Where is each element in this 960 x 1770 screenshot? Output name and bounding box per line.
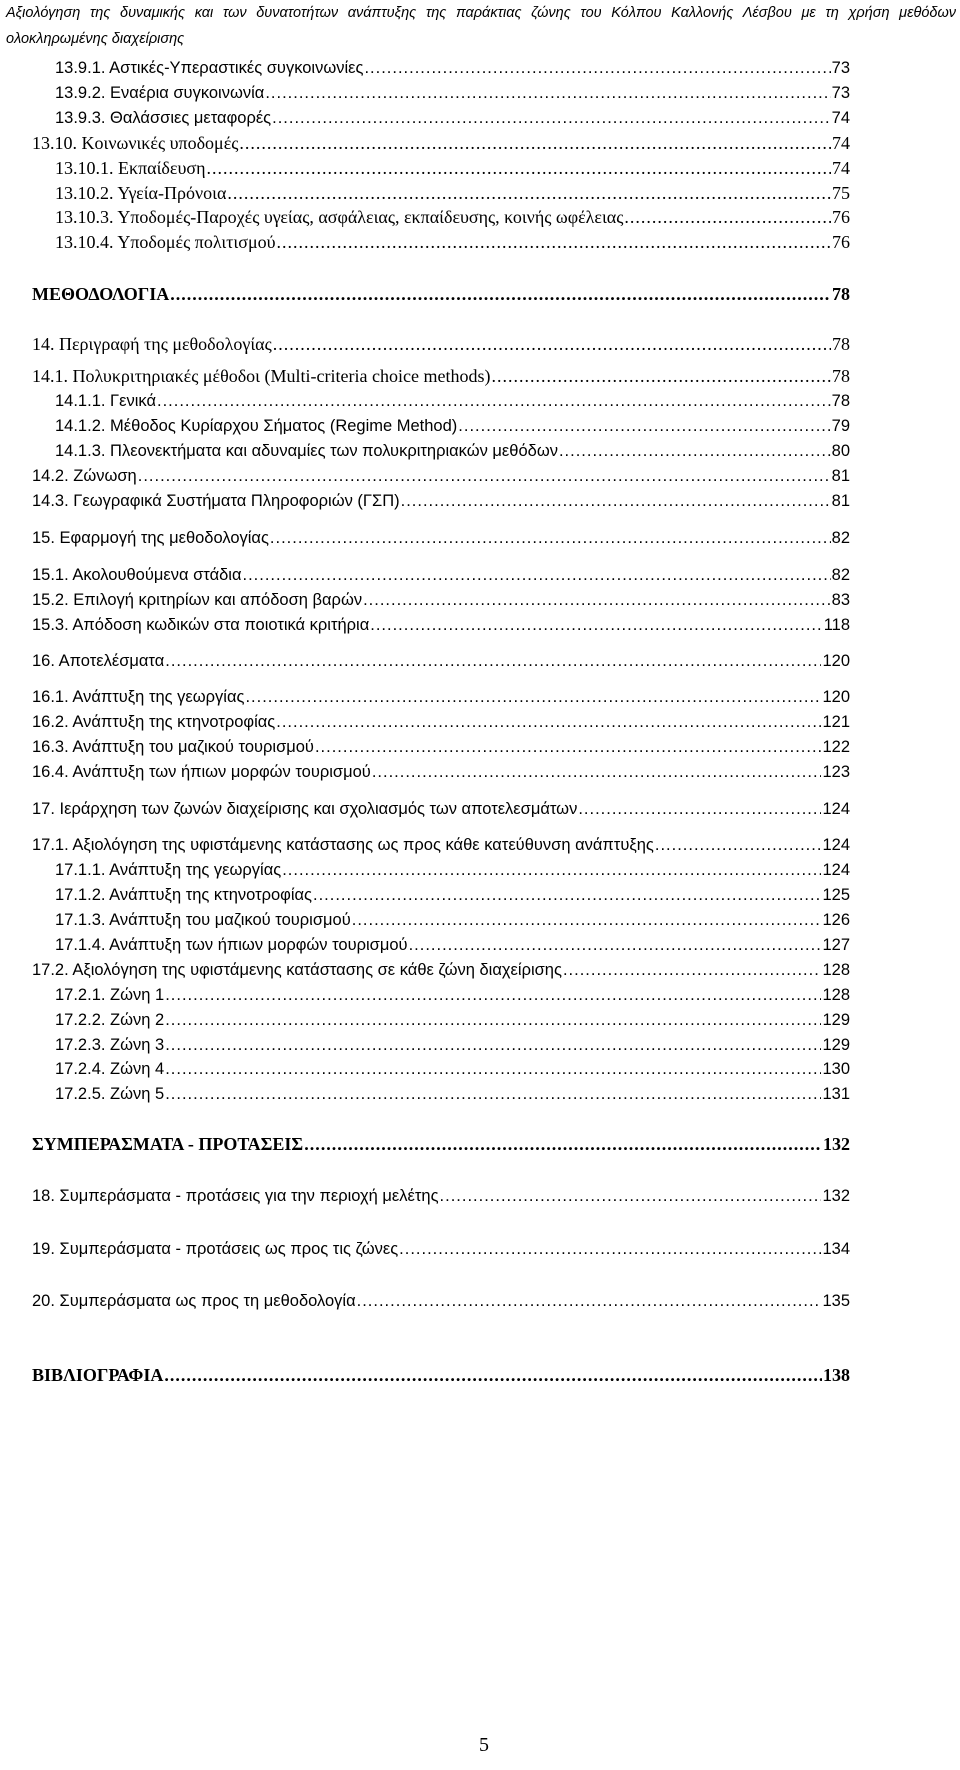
toc-entry[interactable]	[55, 884, 850, 906]
toc-entry[interactable]	[32, 564, 850, 586]
dot-leader	[138, 465, 831, 487]
toc-entry-title: 18. Συμπεράσματα - προτάσεις για την περιοχή μελέτης	[32, 1187, 439, 1205]
toc-entry[interactable]	[32, 834, 850, 856]
toc-entry[interactable]	[32, 614, 850, 636]
toc-entry[interactable]	[32, 527, 850, 549]
dot-leader	[370, 614, 822, 636]
toc-entry-page: 123	[822, 763, 850, 781]
toc-entry-title: 13.9.2. Εναέρια συγκοινωνία	[55, 84, 265, 102]
toc-entry[interactable]	[32, 1185, 850, 1207]
toc-entry-page: 124	[822, 800, 850, 818]
toc-entry-page: 125	[822, 886, 850, 904]
dot-leader	[282, 859, 821, 881]
running-header-text: Αξιολόγηση της δυναμικής και των δυνατοτήτων ανάπτυξης της παράκτιας ζώνης του Κόλπου Καλλονής Λέσβου με τη χρήση μεθόδων ολοκληρωμένης διαχείρισης	[6, 5, 956, 47]
toc-entry[interactable]	[55, 231, 850, 253]
toc-entry-page: 73	[831, 59, 850, 77]
toc-entry-title: 19. Συμπεράσματα - προτάσεις ως προς τις ζώνες	[32, 1240, 399, 1258]
dot-leader	[164, 1364, 822, 1386]
toc-entry[interactable]	[55, 859, 850, 881]
toc-entry-title: 17.1.4. Ανάπτυξη των ήπιων μορφών τουρισμού	[55, 936, 408, 954]
toc-entry-page: 120	[822, 652, 850, 670]
toc-entry-title: 13.10.3. Υποδομές-Παροχές υγείας, ασφάλειας, εκπαίδευσης, κοινής ωφέλειας	[55, 207, 624, 227]
toc-entry[interactable]	[32, 1364, 850, 1386]
dot-leader	[157, 390, 831, 412]
toc-entry[interactable]	[55, 440, 850, 462]
toc-entry[interactable]	[55, 1083, 850, 1105]
toc-entry[interactable]	[32, 132, 850, 154]
toc-entry[interactable]	[55, 82, 850, 104]
toc-entry-page: 76	[832, 207, 850, 227]
toc-entry[interactable]	[32, 686, 850, 708]
toc-entry[interactable]	[32, 736, 850, 758]
dot-leader	[165, 984, 821, 1006]
toc-entry-page: 73	[831, 84, 850, 102]
dot-leader	[276, 711, 821, 733]
toc-entry[interactable]	[55, 1009, 850, 1031]
toc-entry-title: 17.2.2. Ζώνη 2	[55, 1011, 165, 1029]
toc-entry[interactable]	[55, 206, 850, 228]
toc-entry-title: 17.2.5. Ζώνη 5	[55, 1085, 165, 1103]
toc-entry-title: 17.2.1. Ζώνη 1	[55, 986, 165, 1004]
dot-leader	[265, 82, 830, 104]
toc-entry[interactable]	[32, 490, 850, 512]
toc-entry-title: 16.1. Ανάπτυξη της γεωργίας	[32, 688, 245, 706]
dot-leader	[440, 1185, 822, 1207]
toc-entry-title: 14.1. Πολυκριτηριακές μέθοδοι (Multi-criteria choice methods)	[32, 366, 491, 386]
toc-entry-page: 121	[822, 713, 850, 731]
toc-entry[interactable]	[32, 333, 850, 355]
dot-leader	[364, 57, 830, 79]
toc-entry[interactable]	[55, 909, 850, 931]
toc-entry[interactable]	[32, 1133, 850, 1155]
dot-leader	[165, 1034, 821, 1056]
toc-entry-page: 128	[822, 986, 850, 1004]
toc-entry-title: 14. Περιγραφή της μεθοδολογίας	[32, 334, 272, 354]
dot-leader	[304, 1133, 822, 1155]
toc-entry-page: 126	[822, 911, 850, 929]
toc-entry-page: 132	[823, 1134, 850, 1154]
dot-leader	[245, 686, 821, 708]
toc-entry-page: 76	[832, 232, 850, 252]
dot-leader	[315, 736, 822, 758]
dot-leader	[239, 132, 831, 154]
toc-entry[interactable]	[32, 283, 850, 305]
dot-leader	[270, 527, 831, 549]
toc-entry-title: 15.2. Επιλογή κριτηρίων και απόδοση βαρών	[32, 591, 363, 609]
dot-leader	[313, 884, 821, 906]
toc-entry-title: 17.1. Αξιολόγηση της υφιστάμενης κατάστασης ως προς κάθε κατεύθυνση ανάπτυξης	[32, 836, 654, 854]
toc-entry-page: 80	[831, 442, 850, 460]
toc-entry[interactable]	[55, 1058, 850, 1080]
toc-entry-page: 127	[822, 936, 850, 954]
dot-leader	[277, 231, 831, 253]
dot-leader	[458, 415, 830, 437]
dot-leader	[165, 1009, 821, 1031]
toc-entry-title: 17. Ιεράρχηση των ζωνών διαχείρισης και σχολιασμός των αποτελεσμάτων	[32, 800, 578, 818]
toc-entry-page: 131	[822, 1085, 850, 1103]
toc-entry[interactable]	[55, 934, 850, 956]
toc-entry-page: 128	[822, 961, 850, 979]
dot-leader	[563, 959, 822, 981]
toc-entry-title: 14.1.3. Πλεονεκτήματα και αδυναμίες των πολυκριτηριακών μεθόδων	[55, 442, 558, 460]
toc-entry-page: 134	[822, 1240, 850, 1258]
toc-entry-page: 124	[822, 861, 850, 879]
toc-entry-title: 17.1.2. Ανάπτυξη της κτηνοτροφίας	[55, 886, 313, 904]
toc-entry-page: 78	[832, 334, 850, 354]
toc-entry-page: 83	[831, 591, 850, 609]
toc-entry-title: 16.4. Ανάπτυξη των ήπιων μορφών τουρισμού	[32, 763, 371, 781]
toc-entry-title: 13.10.4. Υποδομές πολιτισμού	[55, 232, 276, 252]
dot-leader	[207, 157, 832, 179]
dot-leader	[165, 1083, 821, 1105]
toc-entry[interactable]	[32, 465, 850, 487]
toc-entry-page: 82	[831, 529, 850, 547]
dot-leader	[363, 589, 831, 611]
dot-leader	[227, 182, 831, 204]
dot-leader	[578, 798, 821, 820]
toc-entry-title: 15.3. Απόδοση κωδικών στα ποιοτικά κριτήρια	[32, 616, 370, 634]
toc-entry-title: 14.2. Ζώνωση	[32, 467, 137, 485]
toc-entry[interactable]	[32, 1290, 850, 1312]
toc-entry-page: 81	[831, 467, 850, 485]
toc-entry[interactable]	[55, 157, 850, 179]
toc-entry-title: 13.9.3. Θαλάσσιες μεταφορές	[55, 109, 272, 127]
dot-leader	[273, 333, 831, 355]
dot-leader	[170, 283, 831, 305]
toc-entry[interactable]	[32, 711, 850, 733]
toc-entry[interactable]	[55, 390, 850, 412]
toc-entry-page: 79	[831, 417, 850, 435]
toc-entry[interactable]	[55, 107, 850, 129]
dot-leader	[401, 490, 831, 512]
toc-entry[interactable]	[55, 1034, 850, 1056]
toc-entry-title: 17.2.4. Ζώνη 4	[55, 1060, 165, 1078]
toc-entry-page: 129	[822, 1011, 850, 1029]
toc-entry-title: 13.10.1. Εκπαίδευση	[55, 158, 206, 178]
toc-entry[interactable]	[32, 589, 850, 611]
toc-entry-title: ΣΥΜΠΕΡΑΣΜΑΤΑ - ΠΡΟΤΑΣΕΙΣ	[32, 1134, 304, 1154]
dot-leader	[165, 650, 821, 672]
toc-entry[interactable]	[32, 1238, 850, 1260]
dot-leader	[624, 206, 831, 228]
toc-entry-page: 120	[822, 688, 850, 706]
dot-leader	[272, 107, 831, 129]
toc-entry-page: 138	[823, 1365, 850, 1385]
toc-entry-title: 15.1. Ακολουθούμενα στάδια	[32, 566, 242, 584]
toc-entry[interactable]	[32, 959, 850, 981]
dot-leader	[372, 761, 822, 783]
toc-entry[interactable]	[32, 650, 850, 672]
toc-entry-title: 16.3. Ανάπτυξη του μαζικού τουρισμού	[32, 738, 314, 756]
toc-entry-title: 14.1.1. Γενικά	[55, 392, 156, 410]
toc-entry-page: 78	[831, 392, 850, 410]
dot-leader	[352, 909, 822, 931]
toc-entry-title: 20. Συμπεράσματα ως προς τη μεθοδολογία	[32, 1292, 356, 1310]
toc-entry-page: 82	[831, 566, 850, 584]
toc-entry-page: 74	[832, 158, 850, 178]
dot-leader	[559, 440, 831, 462]
toc-entry-title: 17.2.3. Ζώνη 3	[55, 1036, 165, 1054]
toc-entry-page: 122	[822, 738, 850, 756]
toc-entry-title: 17.1.1. Ανάπτυξη της γεωργίας	[55, 861, 282, 879]
toc-entry-page: 74	[832, 133, 850, 153]
toc-entry-title: 15. Εφαρμογή της μεθοδολογίας	[32, 529, 269, 547]
toc-entry-title: 17.1.3. Ανάπτυξη του μαζικού τουρισμού	[55, 911, 351, 929]
dot-leader	[409, 934, 822, 956]
toc-entry[interactable]	[55, 182, 850, 204]
toc-entry-title: 16.2. Ανάπτυξη της κτηνοτροφίας	[32, 713, 276, 731]
toc-entry[interactable]	[32, 365, 850, 387]
toc-entry-title: 13.10.2. Υγεία-Πρόνοια	[55, 183, 227, 203]
toc-entry-page: 130	[822, 1060, 850, 1078]
dot-leader	[165, 1058, 821, 1080]
toc-entry-page: 81	[831, 492, 850, 510]
toc-entry-title: 14.3. Γεωγραφικά Συστήματα Πληροφοριών (ΓΣΠ)	[32, 492, 400, 510]
toc-entry-page: 124	[822, 836, 850, 854]
dot-leader	[655, 834, 822, 856]
toc-entry-page: 135	[822, 1292, 850, 1310]
toc-entry-title: ΜΕΘΟΔΟΛΟΓΙΑ	[32, 284, 170, 304]
toc-entry-title: 17.2. Αξιολόγηση της υφιστάμενης κατάστασης σε κάθε ζώνη διαχείρισης	[32, 961, 562, 979]
toc-entry-title: 13.9.1. Αστικές-Υπεραστικές συγκοινωνίες	[55, 59, 364, 77]
toc-entry[interactable]	[55, 984, 850, 1006]
toc-entry-page: 118	[823, 616, 850, 634]
toc-entry[interactable]	[55, 57, 850, 79]
page-number: 5	[479, 1734, 489, 1756]
dot-leader	[243, 564, 831, 586]
toc-entry-page: 78	[832, 366, 850, 386]
dot-leader	[399, 1238, 821, 1260]
dot-leader	[491, 365, 831, 387]
toc-entry[interactable]	[32, 761, 850, 783]
toc-entry-title: 14.1.2. Μέθοδος Κυρίαρχου Σήματος (Regime Method)	[55, 417, 458, 435]
dot-leader	[357, 1290, 822, 1312]
toc-entry-title: 13.10. Κοινωνικές υποδομές	[32, 133, 239, 153]
toc-entry-page: 78	[832, 284, 850, 304]
toc-entry-page: 129	[822, 1036, 850, 1054]
toc-entry[interactable]	[55, 415, 850, 437]
toc-entry-page: 75	[832, 183, 850, 203]
toc-entry-title: 16. Αποτελέσματα	[32, 652, 165, 670]
toc-entry-title: ΒΙΒΛΙΟΓΡΑΦΙΑ	[32, 1365, 164, 1385]
toc-entry-page: 74	[831, 109, 850, 127]
toc-entry-page: 132	[822, 1187, 850, 1205]
toc-entry[interactable]	[32, 798, 850, 820]
